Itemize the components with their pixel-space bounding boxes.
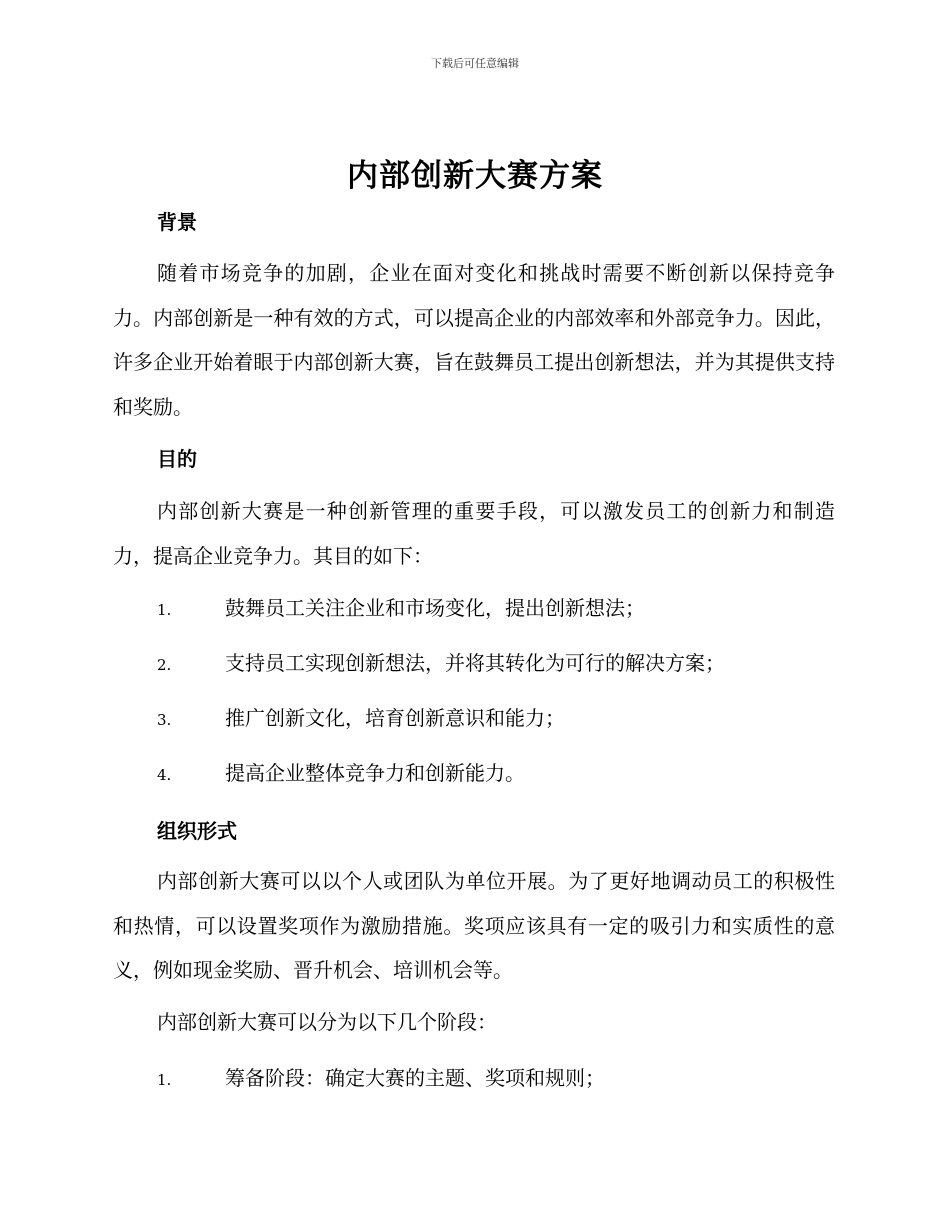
header-note: 下载后可任意编辑 — [431, 57, 519, 70]
document-title: 内部创新大赛方案 — [347, 158, 603, 194]
list-item-text: 筹备阶段：确定大赛的主题、奖项和规则； — [225, 1066, 605, 1090]
list-item-text: 提高企业整体竞争力和创新能力。 — [225, 761, 525, 785]
organization-paragraph-stages: 内部创新大赛可以分为以下几个阶段： — [157, 1010, 497, 1034]
list-item-number: 4. — [157, 766, 172, 784]
list-item-number: 1. — [157, 601, 172, 619]
list-item — [157, 703, 847, 735]
list-item-number: 3. — [157, 711, 172, 729]
organization-paragraph: 内部创新大赛可以以个人或团队为单位开展。为了更好地调动员工的积极性和热情，可以设置奖项作为激励措施。奖项应该具有一定的吸引力和实质性的意义，例如现金奖励、晋升机会、培训机会等。 — [113, 869, 835, 982]
list-item — [157, 758, 847, 790]
list-item-text: 支持员工实现创新想法，并将其转化为可行的解决方案； — [225, 651, 725, 675]
background-paragraph: 随着市场竞争的加剧，企业在面对变化和挑战时需要不断创新以保持竞争力。内部创新是一种有效的方式，可以提高企业的内部效率和外部竞争力。因此，许多企业开始着眼于内部创新大赛，旨在鼓舞员工提出创新想法，并为其提供支持和奖励。 — [113, 261, 835, 419]
section-heading-background: 背景 — [157, 210, 197, 234]
purpose-paragraph: 内部创新大赛是一种创新管理的重要手段，可以激发员工的创新力和制造力，提高企业竞争力。其目的如下： — [113, 499, 835, 568]
list-item-number: 2. — [157, 656, 172, 674]
list-item — [157, 593, 847, 625]
list-item-text: 推广创新文化，培育创新意识和能力； — [225, 706, 565, 730]
section-heading-purpose: 目的 — [157, 447, 197, 471]
section-heading-organization: 组织形式 — [157, 819, 237, 843]
list-item — [157, 648, 847, 680]
list-item — [157, 1063, 847, 1095]
list-item-number: 1. — [157, 1071, 172, 1089]
list-item-text: 鼓舞员工关注企业和市场变化，提出创新想法； — [225, 596, 645, 620]
